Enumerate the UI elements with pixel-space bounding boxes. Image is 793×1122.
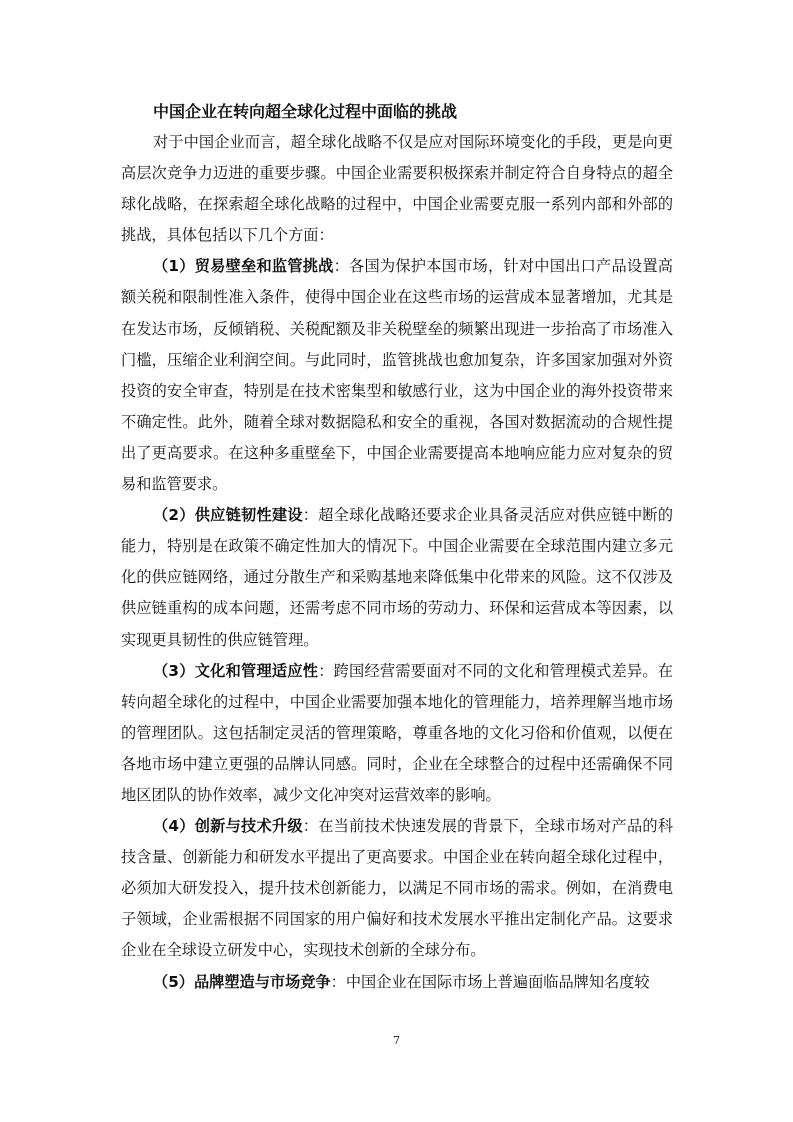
page-body xyxy=(121,97,673,998)
paragraph-culture-management xyxy=(121,656,673,811)
intro-paragraph: 对于中国企业而言，超全球化战略不仅是应对国际环境变化的手段，更是向更高层次竞争力迈进的重要步骤。中国企业需要积极探索并制定符合自身特点的超全球化战略，在探索超全球化战略的过程中，中国企业需要克服一系列内部和外部的挑战，具体包括以下几个方面： xyxy=(121,133,673,245)
paragraph-brand xyxy=(121,967,673,998)
paragraph-text: ：超全球化战略还要求企业具备灵活应对供应链中断的能力，特别是在政策不确定性加大的情况下。中国企业需要在全球范围内建立多元化的供应链网络，通过分散生产和采购基地来降低集中化带来的风险。这不仅涉及供应链重构的成本问题，还需考虑不同市场的劳动力、环保和运营成本等因素，以实现更具韧性的供应链管理。 xyxy=(121,506,674,649)
paragraph-lead: （5）品牌塑造与市场竞争 xyxy=(153,972,331,991)
paragraph-text: ：跨国经营需要面对不同的文化和管理模式差异。在转向超全球化的过程中，中国企业需要加强本地化的管理能力，培养理解当地市场的管理团队。这包括制定灵活的管理策略，尊重各地的文化习俗和价值观，以便在各地市场中建立更强的品牌认同感。同时，企业在全球整合的过程中还需确保不同地区团队的协作效率，减少文化冲突对运营效率的影响。 xyxy=(121,661,673,804)
paragraph-text: ：各国为保护本国市场，针对中国出口产品设置高额关税和限制性准入条件，使得中国企业在这些市场的运营成本显著增加，尤其是在发达市场，反倾销税、关税配额及非关税壁垒的频繁出现进一步抬高了市场准入门槛，压缩企业利润空间。与此同时，监管挑战也愈加复杂，许多国家加强对外资投资的安全审查，特别是在技术密集型和敏感行业，这为中国企业的海外投资带来不确定性。此外，随着全球对数据隐私和安全的重视，各国对数据流动的合规性提出了更高要求。在这种多重壁垒下，中国企业需要提高本地响应能力应对复杂的贸易和监管要求。 xyxy=(121,257,673,494)
paragraph-text: ：中国企业在国际市场上普遍面临品牌知名度较 xyxy=(330,972,650,991)
paragraph-lead: （3）文化和管理适应性 xyxy=(153,661,319,680)
paragraph-innovation xyxy=(121,811,673,966)
page-number: 7 xyxy=(393,1034,400,1047)
paragraph-supply-chain xyxy=(121,500,673,655)
paragraph-lead: （4）创新与技术升级 xyxy=(153,817,303,836)
paragraph-trade-barriers xyxy=(121,251,673,500)
paragraph-lead: （1）贸易壁垒和监管挑战 xyxy=(153,257,334,276)
paragraph-lead: （2）供应链韧性建设 xyxy=(153,506,303,525)
section-heading: 中国企业在转向超全球化过程中面临的挑战 xyxy=(153,102,458,121)
paragraph-text: ：在当前技术快速发展的背景下，全球市场对产品的科技含量、创新能力和研发水平提出了更高要求。中国企业在转向超全球化过程中，必须加大研发投入，提升技术创新能力，以满足不同市场的需求。例如，在消费电子领域，企业需根据不同国家的用户偏好和技术发展水平推出定制化产品。这要求企业在全球设立研发中心，实现技术创新的全球分布。 xyxy=(121,817,674,960)
